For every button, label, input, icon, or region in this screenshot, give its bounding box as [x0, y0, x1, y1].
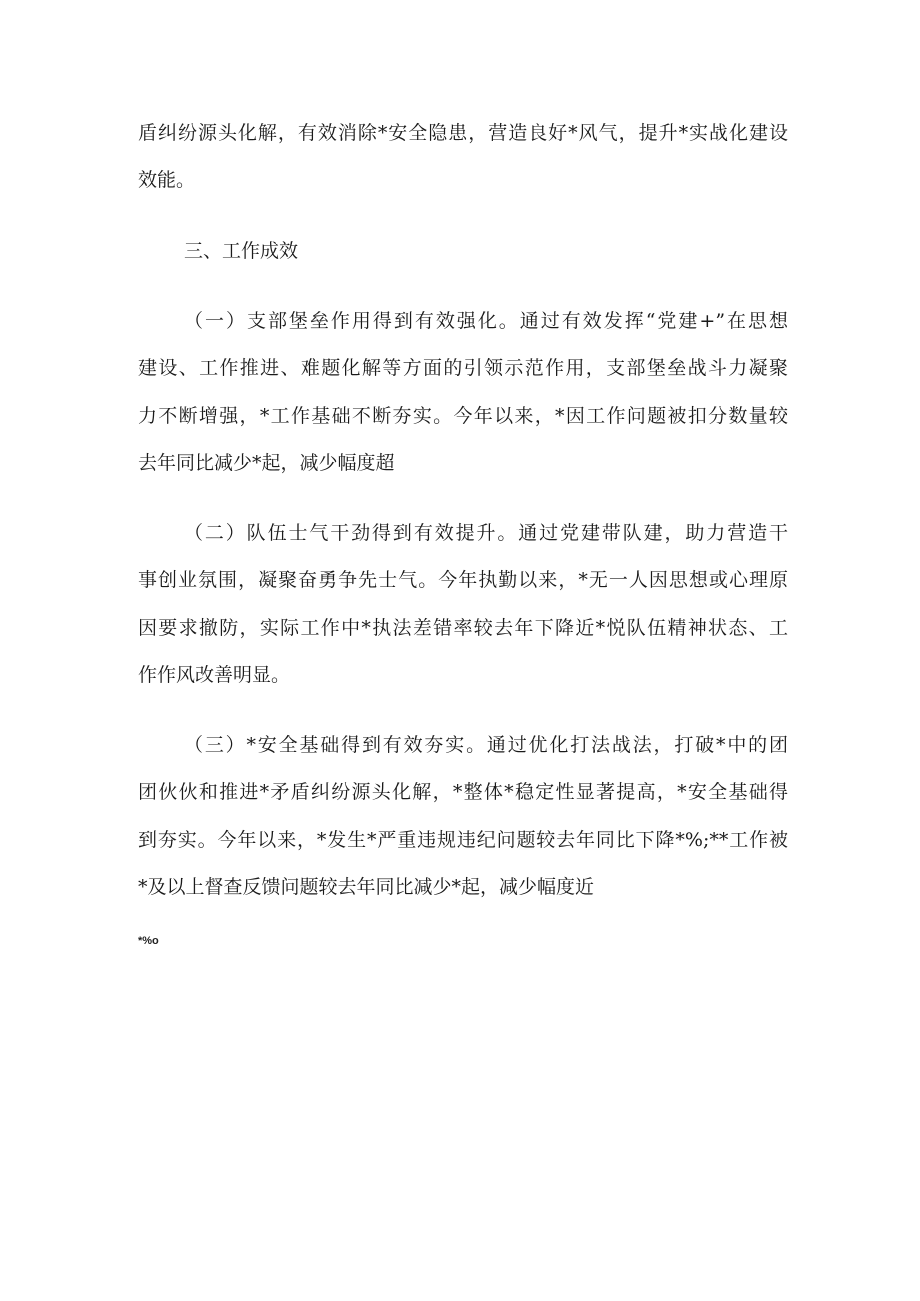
- intro-line-1: 盾纠纷源头化解，有效消除*安全隐患，营造良好*风气，提升*实战化建设: [138, 122, 788, 144]
- paragraph-3-line-1: （三）*安全基础得到有效夯实。通过优化打法战法，打破*中的团: [184, 734, 788, 756]
- trailing-fragment: *%o: [138, 935, 159, 947]
- paragraph-1-line-2: 建设、工作推进、难题化解等方面的引领示范作用，支部堡垒战斗力凝聚: [138, 357, 788, 379]
- paragraph-1-line-1: （一）支部堡垒作用得到有效强化。通过有效发挥“党建+”在思想: [184, 310, 788, 332]
- paragraph-3-line-3: 到夯实。今年以来，*发生*严重违规违纪问题较去年同比下降*%;**工作被: [138, 829, 788, 851]
- section-heading: 三、工作成效: [184, 240, 299, 262]
- paragraph-2-line-4: 作作风改善明显。: [138, 664, 291, 686]
- paragraph-2-line-2: 事创业氛围，凝聚奋勇争先士气。今年执勤以来，*无一人因思想或心理原: [138, 569, 788, 591]
- intro-line-2: 效能。: [138, 169, 196, 191]
- paragraph-1-line-3: 力不断增强，*工作基础不断夯实。今年以来，*因工作问题被扣分数量较: [138, 405, 788, 427]
- paragraph-2-line-1: （二）队伍士气干劲得到有效提升。通过党建带队建，助力营造干: [184, 522, 788, 544]
- paragraph-3-line-2: 团伙伙和推进*矛盾纠纷源头化解，*整体*稳定性显著提高，*安全基础得: [138, 781, 788, 803]
- paragraph-3-line-4: *及以上督查反馈问题较去年同比减少*起，减少幅度近: [138, 876, 595, 898]
- paragraph-1-line-4: 去年同比减少*起，减少幅度超: [138, 452, 395, 474]
- paragraph-2-line-3: 因要求撤防，实际工作中*执法差错率较去年下降近*悦队伍精神状态、工: [138, 617, 788, 639]
